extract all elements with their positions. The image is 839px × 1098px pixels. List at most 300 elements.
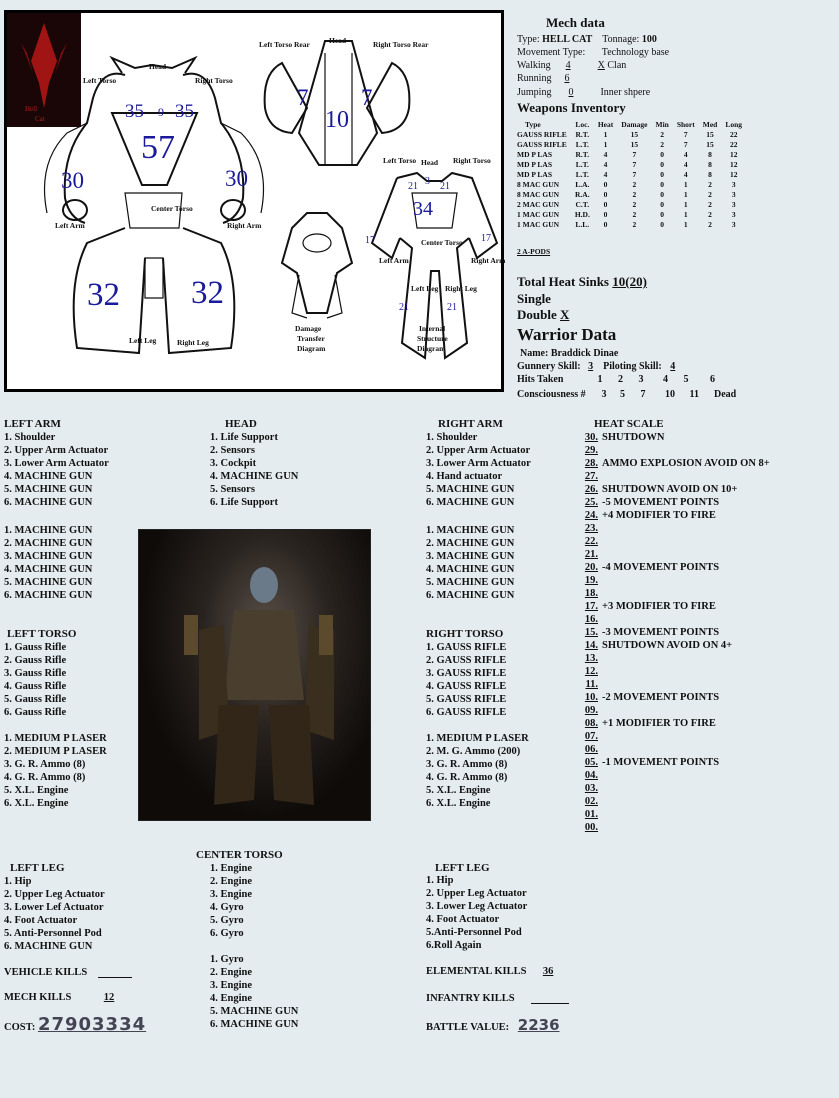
label-int-left-torso: Left Torso	[383, 156, 417, 165]
crit-slot[interactable]: 3. Lower Leg Actuator	[426, 901, 528, 912]
weapon-cell: 3	[731, 190, 736, 199]
heat-scale-row[interactable]	[578, 795, 770, 808]
crit-slot[interactable]: 1. Hip	[426, 875, 454, 886]
heat-scale-row[interactable]	[578, 821, 770, 834]
crit-slot[interactable]: 4. G. R. Ammo (8)	[426, 772, 508, 783]
logo-text-2: Cat	[35, 115, 45, 123]
weapon-row	[517, 160, 746, 170]
crit-slot[interactable]: 5.Anti-Personnel Pod	[426, 927, 522, 938]
mech-type-line	[517, 33, 657, 46]
crit-slot[interactable]: 6. MACHINE GUN	[4, 497, 93, 508]
crit-slot[interactable]: 4. G. R. Ammo (8)	[4, 772, 86, 783]
crit-slot[interactable]: 3. Engine	[210, 980, 253, 991]
crit-slot[interactable]: 1. Life Support	[210, 432, 278, 443]
vehicle-kills-label: VEHICLE KILLS	[4, 967, 88, 978]
heat-scale-row[interactable]	[578, 769, 770, 782]
right-arm-title: RIGHT ARM	[438, 418, 503, 430]
heat-effect: SHUTDOWN AVOID ON 4+	[602, 640, 733, 651]
weapons-header: Loc.	[575, 120, 590, 129]
walking-value: 4	[565, 60, 571, 71]
crit-slot[interactable]: 3. MACHINE GUN	[426, 551, 515, 562]
weapon-cell: 0	[660, 160, 665, 169]
crit-slot[interactable]: 2. Upper Leg Actuator	[4, 889, 105, 900]
weapon-cell: 2	[632, 220, 637, 229]
crit-slot[interactable]: 6.Roll Again	[426, 940, 482, 951]
weapon-row	[517, 130, 746, 140]
weapon-cell: 0	[660, 190, 665, 199]
left-leg-title: LEFT LEG	[10, 862, 65, 874]
hits-line	[517, 373, 728, 386]
crit-slot[interactable]: 5. Gyro	[210, 915, 244, 926]
mech-tonnage: 100	[641, 34, 657, 45]
heat-scale-row[interactable]	[578, 509, 770, 522]
crit-slot[interactable]: 3. GAUSS RIFLE	[426, 668, 507, 679]
label-rear-left: Left Torso Rear	[259, 40, 310, 49]
heat-scale-row[interactable]	[578, 600, 770, 613]
crit-slot[interactable]: 4. Engine	[210, 993, 253, 1004]
battle-value-line	[426, 1016, 560, 1034]
crit-slot[interactable]: 2. Upper Arm Actuator	[426, 445, 531, 456]
weapon-cell: 15	[706, 130, 714, 139]
heat-scale-row[interactable]	[578, 704, 770, 717]
hit-box[interactable]: 2	[618, 374, 623, 385]
weapon-cell: 22	[729, 140, 738, 149]
right-torso-list-a	[426, 641, 506, 719]
crit-slot[interactable]: 2. Engine	[210, 967, 253, 978]
heat-level: 17.	[584, 601, 598, 612]
weapon-cell: C.T.	[575, 200, 590, 209]
armor-right-arm: 30	[225, 166, 248, 191]
weapon-cell: 0	[603, 210, 608, 219]
crit-slot[interactable]: 6. MACHINE GUN	[426, 497, 515, 508]
heat-level: 22.	[584, 536, 598, 547]
weapon-cell: 0	[660, 150, 665, 159]
weapons-header-row	[517, 120, 746, 130]
hit-box[interactable]: 6	[710, 374, 715, 385]
left-arm-list-b	[4, 524, 92, 602]
label-int-right-arm: Right Arm	[471, 256, 506, 265]
crit-slot[interactable]: 1. Gauss Rifle	[4, 642, 67, 653]
heat-level: 30.	[584, 432, 598, 443]
warrior-name: Braddick Dinae	[550, 348, 619, 359]
tonnage-label: Tonnage:	[602, 34, 640, 45]
right-leg-list	[426, 874, 527, 952]
crit-slot[interactable]: 2. GAUSS RIFLE	[426, 655, 507, 666]
hit-box[interactable]: 3	[638, 374, 644, 385]
vehicle-kills-line	[4, 966, 132, 978]
crit-slot[interactable]: 6. GAUSS RIFLE	[426, 707, 507, 718]
heat-scale-row[interactable]	[578, 756, 770, 769]
heat-scale-row[interactable]	[578, 574, 770, 587]
crit-slot[interactable]: 1. Shoulder	[426, 432, 478, 443]
crit-slot[interactable]: 2. Upper Leg Actuator	[426, 888, 527, 899]
weapon-cell: 4	[683, 160, 688, 169]
weapon-cell: R.A.	[575, 190, 590, 199]
weapon-cell: 7	[632, 150, 637, 159]
label-int-left-arm: Left Arm	[379, 256, 409, 265]
clan-mark: X	[597, 60, 605, 71]
weapon-cell: L.A.	[575, 180, 590, 189]
warrior-title: Warrior Data	[517, 325, 617, 344]
crit-slot[interactable]: 3. Lower Arm Actuator	[426, 458, 531, 469]
weapon-cell: 1	[683, 200, 688, 209]
heat-effect: +1 MODIFIER TO FIRE	[602, 718, 716, 729]
walking-line	[517, 59, 626, 72]
heat-scale-row[interactable]	[578, 535, 770, 548]
hit-box[interactable]: 1	[597, 374, 603, 385]
crit-slot[interactable]: 6. MACHINE GUN	[210, 1019, 299, 1030]
clan-label: Clan	[607, 60, 627, 71]
weapon-cell: 15	[630, 130, 639, 139]
heat-level: 05.	[584, 757, 598, 768]
weapon-row	[517, 200, 746, 210]
movement-label: Movement Type:	[517, 47, 586, 58]
label-transfer-1: Damage	[295, 324, 322, 333]
hit-box[interactable]: 4	[663, 374, 668, 385]
mech-kills-value[interactable]: 12	[103, 992, 115, 1003]
heat-effect: -3 MOVEMENT POINTS	[602, 627, 720, 638]
walking-label: Walking	[517, 60, 551, 71]
armor-right-torso: 35	[175, 101, 194, 122]
weapon-cell: 15	[630, 140, 639, 149]
consciousness-value: 10	[665, 389, 675, 400]
armor-left-arm: 30	[61, 168, 84, 193]
heat-effect: +3 MODIFIER TO FIRE	[602, 601, 716, 612]
weapon-cell: 0	[660, 170, 665, 179]
heat-level: 02.	[584, 796, 598, 807]
weapon-row	[517, 140, 746, 150]
label-left-leg: Left Leg	[129, 336, 157, 345]
heat-effect: SHUTDOWN AVOID ON 10+	[602, 484, 738, 495]
heat-level: 19.	[584, 575, 598, 586]
consciousness-value: Dead	[714, 389, 737, 400]
running-value: 6	[564, 73, 570, 84]
elemental-kills-value[interactable]: 36	[542, 966, 554, 977]
crit-slot[interactable]: 3. Cockpit	[210, 458, 257, 469]
crit-slot[interactable]: 1. Engine	[210, 863, 253, 874]
weapon-cell: 0	[603, 220, 608, 229]
weapon-cell: 0	[660, 180, 665, 189]
center-torso-title: CENTER TORSO	[196, 849, 283, 861]
weapon-cell: 2	[708, 210, 712, 219]
weapon-cell: 7	[632, 170, 637, 179]
crit-slot[interactable]: 5. Anti-Personnel Pod	[4, 928, 102, 939]
heat-scale-row[interactable]	[578, 691, 770, 704]
crit-slot[interactable]: 2. M. G. Ammo (200)	[426, 746, 521, 757]
internal-right-arm: 17	[481, 233, 491, 244]
mech-data-title: Mech data	[546, 15, 605, 30]
label-int-title-2: Structure	[417, 334, 448, 343]
label-rear-right: Right Torso Rear	[373, 40, 429, 49]
weapon-cell: 12	[729, 170, 738, 179]
weapons-header: Min	[655, 120, 669, 129]
label-int-head: Head	[421, 158, 439, 167]
crit-slot[interactable]: 2. Engine	[210, 876, 253, 887]
right-leg-title: LEFT LEG	[435, 862, 490, 874]
weapon-cell: 2	[708, 190, 712, 199]
left-torso-list-b	[4, 732, 107, 810]
crit-slot[interactable]: 1. GAUSS RIFLE	[426, 642, 507, 653]
crit-slot[interactable]: 1. Gyro	[210, 954, 244, 965]
crit-slot[interactable]: 2. MACHINE GUN	[426, 538, 515, 549]
crit-slot[interactable]: 5. X.L. Engine	[426, 785, 491, 796]
crit-slot[interactable]: 5. MACHINE GUN	[210, 1006, 299, 1017]
crit-slot[interactable]: 6. X.L. Engine	[426, 798, 491, 809]
crit-slot[interactable]: 4. Gyro	[210, 902, 244, 913]
heat-scale-row[interactable]	[578, 483, 770, 496]
internal-left-leg: 21	[399, 302, 409, 313]
vehicle-kills-value[interactable]	[98, 966, 132, 978]
infantry-kills-line	[426, 992, 569, 1004]
crit-slot[interactable]: 5. Sensors	[210, 484, 255, 495]
double-label: Double	[517, 307, 557, 322]
crit-slot[interactable]: 6. Gauss Rifle	[4, 707, 67, 718]
label-center-torso: Center Torso	[151, 204, 193, 213]
crit-slot[interactable]: 5. MACHINE GUN	[4, 577, 93, 588]
crit-slot[interactable]: 1. MEDIUM P LASER	[426, 733, 529, 744]
crit-slot[interactable]: 5. MACHINE GUN	[426, 577, 515, 588]
inner-sphere-label: Inner shpere	[600, 87, 651, 98]
heat-scale-row[interactable]	[578, 626, 770, 639]
tech-label: Technology base	[601, 47, 670, 58]
weapon-cell: 1	[683, 220, 688, 229]
heat-level: 01.	[584, 809, 598, 820]
heat-scale-row[interactable]	[578, 678, 770, 691]
weapon-cell: R.T.	[575, 150, 590, 159]
crit-slot[interactable]: 5. GAUSS RIFLE	[426, 694, 507, 705]
heat-effect: +4 MODIFIER TO FIRE	[602, 510, 716, 521]
weapon-cell: 4	[603, 170, 608, 179]
infantry-kills-value[interactable]	[531, 992, 569, 1004]
weapon-cell: R.T.	[575, 130, 590, 139]
crit-slot[interactable]: 5. X.L. Engine	[4, 785, 69, 796]
crit-slot[interactable]: 6. Life Support	[210, 497, 278, 508]
crit-slot[interactable]: 6. MACHINE GUN	[426, 590, 515, 601]
heat-level: 18.	[584, 588, 598, 599]
heat-level: 07.	[584, 731, 598, 742]
crit-slot[interactable]: 3. MACHINE GUN	[4, 551, 93, 562]
crit-slot[interactable]: 3. G. R. Ammo (8)	[4, 759, 86, 770]
heat-scale-row[interactable]	[578, 561, 770, 574]
label-rear-head: Head	[329, 36, 347, 45]
left-torso-title: LEFT TORSO	[7, 628, 77, 640]
weapon-cell: 2	[632, 200, 637, 209]
weapon-cell: GAUSS RIFLE	[517, 140, 567, 149]
heat-scale-row[interactable]	[578, 652, 770, 665]
weapon-row	[517, 150, 746, 160]
heat-level: 29.	[584, 445, 598, 456]
left-torso-list-a	[4, 641, 66, 719]
heat-scale-row[interactable]	[578, 444, 770, 457]
weapon-cell: 0	[660, 220, 665, 229]
crit-slot[interactable]: 1. MACHINE GUN	[426, 525, 515, 536]
label-left-torso: Left Torso	[83, 76, 117, 85]
heat-scale-row[interactable]	[578, 470, 770, 483]
heat-scale-row[interactable]	[578, 613, 770, 626]
crit-slot[interactable]: 5. MACHINE GUN	[4, 484, 93, 495]
heat-scale-row[interactable]	[578, 431, 770, 444]
weapon-cell: MD P LAS	[517, 170, 553, 179]
weapon-cell: 2	[708, 220, 712, 229]
damage-transfer-outline	[282, 213, 352, 318]
elemental-kills-line	[426, 966, 567, 977]
weapon-cell: 12	[729, 150, 738, 159]
weapon-cell: 4	[683, 170, 688, 179]
warrior-name-line	[520, 347, 618, 360]
label-int-title-1: Internal	[419, 324, 446, 333]
crit-slot[interactable]: 4. MACHINE GUN	[426, 564, 515, 575]
crit-slot[interactable]: 6. MACHINE GUN	[4, 941, 93, 952]
weapon-row	[517, 170, 746, 180]
type-label: Type:	[517, 34, 540, 45]
warrior-name-label: Name:	[520, 348, 549, 359]
weapons-extra: 2 A-PODS	[517, 247, 551, 256]
heat-level: 24.	[584, 510, 598, 521]
weapons-header: Heat	[597, 120, 614, 129]
cost-line	[4, 1014, 146, 1035]
label-int-left-leg: Left Leg	[411, 284, 439, 293]
heat-level: 21.	[584, 549, 598, 560]
internal-left-torso: 21	[408, 181, 418, 192]
weapon-cell: L.L.	[575, 220, 590, 229]
weapon-row	[517, 190, 746, 200]
heat-scale-row[interactable]	[578, 457, 770, 470]
crit-slot[interactable]: 1. Hip	[4, 876, 32, 887]
label-right-leg: Right Leg	[177, 338, 209, 347]
crit-slot[interactable]: 4. MACHINE GUN	[4, 564, 93, 575]
crit-slot[interactable]: 2. Gauss Rifle	[4, 655, 67, 666]
single-label: Single	[517, 291, 551, 306]
rear-center-torso: 10	[325, 107, 349, 133]
crit-slot[interactable]: 2. MACHINE GUN	[4, 538, 93, 549]
crit-slot[interactable]: 6. Gyro	[210, 928, 244, 939]
heat-effect: -1 MOVEMENT POINTS	[602, 757, 720, 768]
weapon-cell: 2	[708, 180, 712, 189]
heat-level: 06.	[584, 744, 598, 755]
crit-slot[interactable]: 4. Foot Actuator	[426, 914, 500, 925]
weapon-cell: 1	[603, 140, 608, 149]
heat-scale-row[interactable]	[578, 639, 770, 652]
internal-left-arm: 17	[365, 235, 375, 246]
heat-scale-row[interactable]	[578, 522, 770, 535]
internal-head: 3	[425, 176, 430, 187]
cost-value[interactable]: 27903334	[37, 1014, 147, 1035]
heat-level: 04.	[584, 770, 598, 781]
heat-level: 11.	[585, 679, 598, 690]
label-left-arm: Left Arm	[55, 221, 85, 230]
crit-slot[interactable]: 4. Hand actuator	[426, 471, 503, 482]
battle-value[interactable]: 2236	[517, 1016, 560, 1034]
weapons-header: Long	[725, 120, 743, 129]
label-transfer-3: Diagram	[297, 344, 326, 353]
double-line	[517, 307, 569, 323]
crit-slot[interactable]: 4. Gauss Rifle	[4, 681, 67, 692]
hit-box[interactable]: 5	[683, 374, 689, 385]
weapon-cell: 8 MAC GUN	[517, 180, 560, 189]
heat-effect: -2 MOVEMENT POINTS	[602, 692, 720, 703]
weapon-cell: MD P LAS	[517, 150, 553, 159]
crit-slot[interactable]: 3. Engine	[210, 889, 253, 900]
weapon-cell: 7	[632, 160, 637, 169]
label-head: Head	[149, 62, 167, 71]
crit-slot[interactable]: 2. MEDIUM P LASER	[4, 746, 107, 757]
armor-head: 9	[158, 105, 164, 119]
weapon-cell: L.T.	[575, 140, 589, 149]
armor-left-torso: 35	[125, 101, 144, 122]
crit-slot[interactable]: 3. Gauss Rifle	[4, 668, 67, 679]
weapon-cell: 0	[660, 200, 665, 209]
battle-value-label: BATTLE VALUE:	[426, 1022, 510, 1033]
internal-right-leg: 21	[447, 302, 457, 313]
crit-slot[interactable]: 3. G. R. Ammo (8)	[426, 759, 508, 770]
consciousness-value: 5	[620, 389, 625, 400]
weapon-cell: 15	[706, 140, 714, 149]
crit-slot[interactable]: 4. Foot Actuator	[4, 915, 78, 926]
hits-label: Hits Taken	[517, 374, 564, 385]
heat-level: 14.	[584, 640, 598, 651]
crit-slot[interactable]: 1. MACHINE GUN	[4, 525, 93, 536]
crit-slot[interactable]: 5. MACHINE GUN	[426, 484, 515, 495]
heat-scale-row[interactable]	[578, 548, 770, 561]
crit-slot[interactable]: 6. X.L. Engine	[4, 798, 69, 809]
crit-slot[interactable]: 4. MACHINE GUN	[4, 471, 93, 482]
gunnery-label: Gunnery Skill:	[517, 361, 581, 372]
weapon-cell: 0	[660, 210, 665, 219]
heat-scale-row[interactable]	[578, 665, 770, 678]
consciousness-value: 11	[689, 389, 699, 400]
crit-slot[interactable]: 4. MACHINE GUN	[210, 471, 299, 482]
crit-slot[interactable]: 5. Gauss Rifle	[4, 694, 67, 705]
crit-slot[interactable]: 2. Upper Arm Actuator	[4, 445, 109, 456]
crit-slot[interactable]: 3. Lower Arm Actuator	[4, 458, 109, 469]
single-line	[517, 291, 573, 307]
heat-scale-row[interactable]	[578, 808, 770, 821]
weapon-cell: 1	[683, 180, 688, 189]
weapons-header: Short	[676, 120, 695, 129]
heat-scale-row[interactable]	[578, 782, 770, 795]
heat-scale-row[interactable]	[578, 730, 770, 743]
weapon-cell: 12	[729, 160, 738, 169]
armor-center-torso: 57	[141, 129, 175, 166]
heat-scale-row[interactable]	[578, 496, 770, 509]
weapon-row	[517, 220, 746, 230]
weapon-cell: H.D.	[574, 210, 590, 219]
armor-right-leg: 32	[191, 275, 224, 311]
label-int-right-leg: Right Leg	[445, 284, 477, 293]
crit-slot[interactable]: 4. GAUSS RIFLE	[426, 681, 507, 692]
crit-slot[interactable]: 3. Lower Lef Actuator	[4, 902, 104, 913]
heat-scale-row[interactable]	[578, 717, 770, 730]
crit-slot[interactable]: 1. MEDIUM P LASER	[4, 733, 107, 744]
right-arm-list-b	[426, 524, 514, 602]
internal-center-torso: 34	[413, 198, 433, 220]
weapon-cell: 3	[731, 210, 736, 219]
label-right-arm: Right Arm	[227, 221, 262, 230]
weapon-cell: 2	[632, 210, 637, 219]
weapon-cell: 1	[683, 190, 688, 199]
weapon-cell: 22	[729, 130, 738, 139]
double-mark: X	[559, 307, 570, 322]
movement-line	[517, 46, 669, 59]
crit-slot[interactable]: 2. Sensors	[210, 445, 255, 456]
crit-slot[interactable]: 6. MACHINE GUN	[4, 590, 93, 601]
heat-scale-row[interactable]	[578, 587, 770, 600]
running-label: Running	[517, 73, 552, 84]
heat-level: 13.	[584, 653, 598, 664]
heat-scale-row[interactable]	[578, 743, 770, 756]
crit-slot[interactable]: 1. Shoulder	[4, 432, 56, 443]
gunnery-value: 3	[588, 361, 594, 372]
